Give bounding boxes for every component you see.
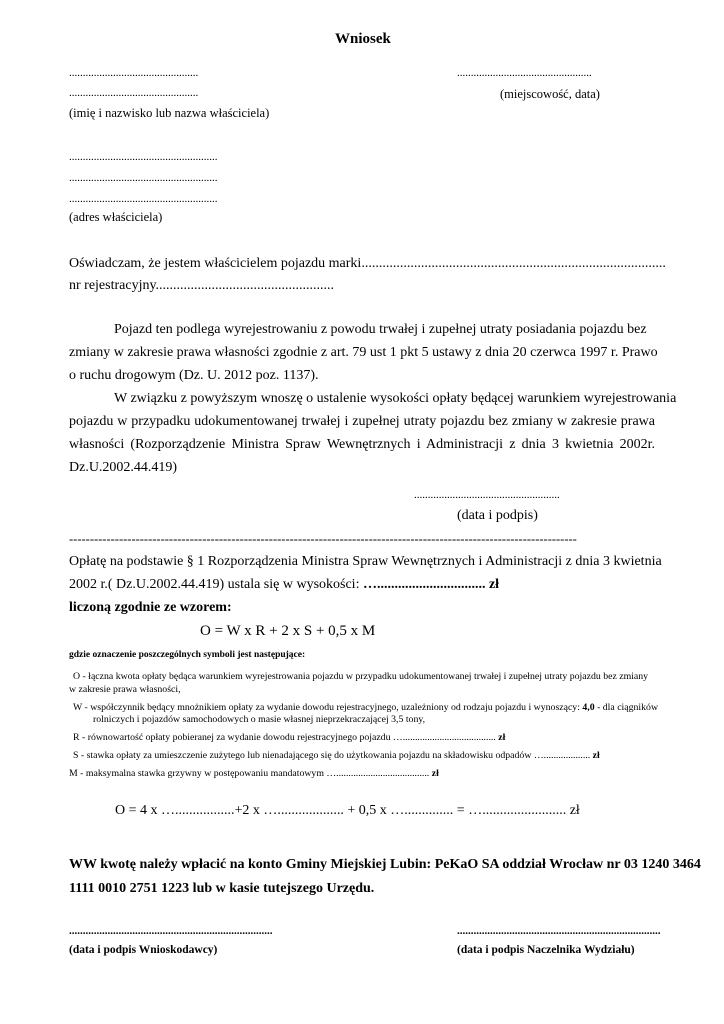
address-dots-2[interactable]: ...................................................... bbox=[69, 172, 218, 184]
owner-name-label: (imię i nazwisko lub nazwa właściciela) bbox=[69, 106, 270, 120]
paragraph-1-line-3: o ruchu drogowym (Dz. U. 2012 poz. 1137). bbox=[69, 368, 319, 383]
symbol-m-unit: zł bbox=[431, 768, 439, 779]
applicant-signature-label: (data i podpis Wnioskodawcy) bbox=[69, 944, 218, 956]
payment-line-1: WW kwotę należy wpłacić na konto Gminy Miejskiej Lubin: PeKaO SA oddział Wrocław nr 03 1240 3464 bbox=[69, 857, 701, 872]
symbol-w-suffix: - dla ciągników bbox=[594, 702, 659, 713]
paragraph-1-line-1: Pojazd ten podlega wyrejestrowaniu z powodu trwałej i zupełnej utraty posiadania pojazdu bez bbox=[114, 322, 647, 337]
paragraph-2-line-2: pojazdu w przypadku udokumentowanej trwałej i zupełnej utraty pojazdu bez zmiany w zakresie prawa bbox=[69, 414, 655, 429]
fee-line-1: Opłatę na podstawie § 1 Rozporządzenia Ministra Spraw Wewnętrznych i Administracji z dnia 3 kwietnia bbox=[69, 554, 662, 569]
payment-line-2: 1111 0010 2751 1223 lub w kasie tutejszego Urzędu. bbox=[69, 881, 375, 896]
symbol-w-text: W - współczynnik będący mnożnikiem opłaty za wydanie dowodu rejestracyjnego, uzależniony od rodzaju pojazdu i wynoszący: bbox=[73, 702, 583, 713]
calculation-line[interactable]: O = 4 x ….................+2 x …................... + 0,5 x ….............. = …........................ zł bbox=[115, 803, 580, 818]
symbol-w-line-1 bbox=[73, 702, 658, 713]
symbols-heading: gdzie oznaczenie poszczególnych symboli jest następujące: bbox=[69, 650, 306, 660]
paragraph-1-line-2: zmiany w zakresie prawa własności zgodnie z art. 79 ust 1 pkt 5 ustawy z dnia 20 czerwca 1997 r. Prawo bbox=[69, 345, 658, 360]
signature-label: (data i podpis) bbox=[457, 508, 538, 523]
owner-name-dots-2[interactable]: ............................................... bbox=[69, 87, 199, 99]
address-dots-1[interactable]: ...................................................... bbox=[69, 151, 218, 163]
fee-amount-field[interactable]: …............................... zł bbox=[362, 577, 500, 592]
declaration-line-make: Oświadczam, że jestem właścicielem pojazdu marki....................................................................................... bbox=[69, 256, 666, 271]
symbol-r-line bbox=[73, 732, 505, 743]
symbol-w-value: 4,0 bbox=[582, 702, 595, 713]
symbol-m-text: M - maksymalna stawka grzywny w postępowaniu mandatowym …...................................... bbox=[69, 768, 430, 779]
symbol-o-line-1: O - łączna kwota opłaty będąca warunkiem wyrejestrowania pojazdu w przypadku udokumentowanej trwałej i zupełnej utraty pojazdu bez zmiany bbox=[73, 671, 649, 682]
symbol-s-text: S - stawka opłaty za umieszczenie zużytego lub nienadającego się do użytkowania pojazdu na składowisku odpadów …................... bbox=[73, 750, 591, 761]
owner-name-dots-1[interactable]: ............................................... bbox=[69, 67, 199, 79]
head-signature-label: (data i podpis Naczelnika Wydziału) bbox=[457, 944, 635, 956]
declaration-line-registration: nr rejestracyjny................................................... bbox=[69, 278, 335, 293]
paragraph-2-line-3: własności (Rozporządzenie Ministra Spraw Wewnętrznych i Administracji z dnia 3 kwietnia 2002r. bbox=[69, 437, 655, 452]
symbol-o-line-2: w zakresie prawa własności, bbox=[69, 684, 181, 695]
formula-heading: liczoną zgodnie ze wzorem: bbox=[69, 600, 232, 615]
fee-line-2-text: 2002 r.( Dz.U.2002.44.419) ustala się w wysokości: bbox=[69, 577, 363, 592]
symbol-s-unit: zł bbox=[592, 750, 600, 761]
symbol-m-line bbox=[69, 768, 439, 779]
paragraph-2-line-4: Dz.U.2002.44.419) bbox=[69, 460, 178, 475]
applicant-signature-dots[interactable]: .......................................................................... bbox=[69, 925, 273, 937]
place-date-label: (miejscowość, data) bbox=[500, 87, 600, 101]
address-label: (adres właściciela) bbox=[69, 210, 163, 224]
head-signature-dots[interactable]: .......................................................................... bbox=[457, 925, 661, 937]
symbol-r-unit: zł bbox=[498, 732, 506, 743]
signature-dots[interactable]: ..................................................... bbox=[414, 489, 560, 501]
paragraph-2-line-1: W związku z powyższym wnoszę o ustalenie wysokości opłaty będącej warunkiem wyrejestrowania bbox=[114, 391, 677, 406]
document-title: Wniosek bbox=[335, 31, 391, 47]
dashed-separator: -------------------------------------------------------------------------------------------------------------------------- bbox=[69, 532, 577, 546]
fee-formula: O = W x R + 2 x S + 0,5 x M bbox=[200, 623, 376, 639]
symbol-w-line-2: rolniczych i pojazdów samochodowych o masie własnej nieprzekraczającej 3,5 tony, bbox=[93, 714, 426, 725]
address-dots-3[interactable]: ...................................................... bbox=[69, 193, 218, 205]
symbol-s-line bbox=[73, 750, 600, 761]
place-date-dots[interactable]: ................................................. bbox=[457, 67, 592, 79]
fee-line-2 bbox=[69, 577, 499, 593]
symbol-r-text: R - równowartość opłaty pobieranej za wydanie dowodu rejestracyjnego pojazdu …...................................... bbox=[73, 732, 496, 743]
